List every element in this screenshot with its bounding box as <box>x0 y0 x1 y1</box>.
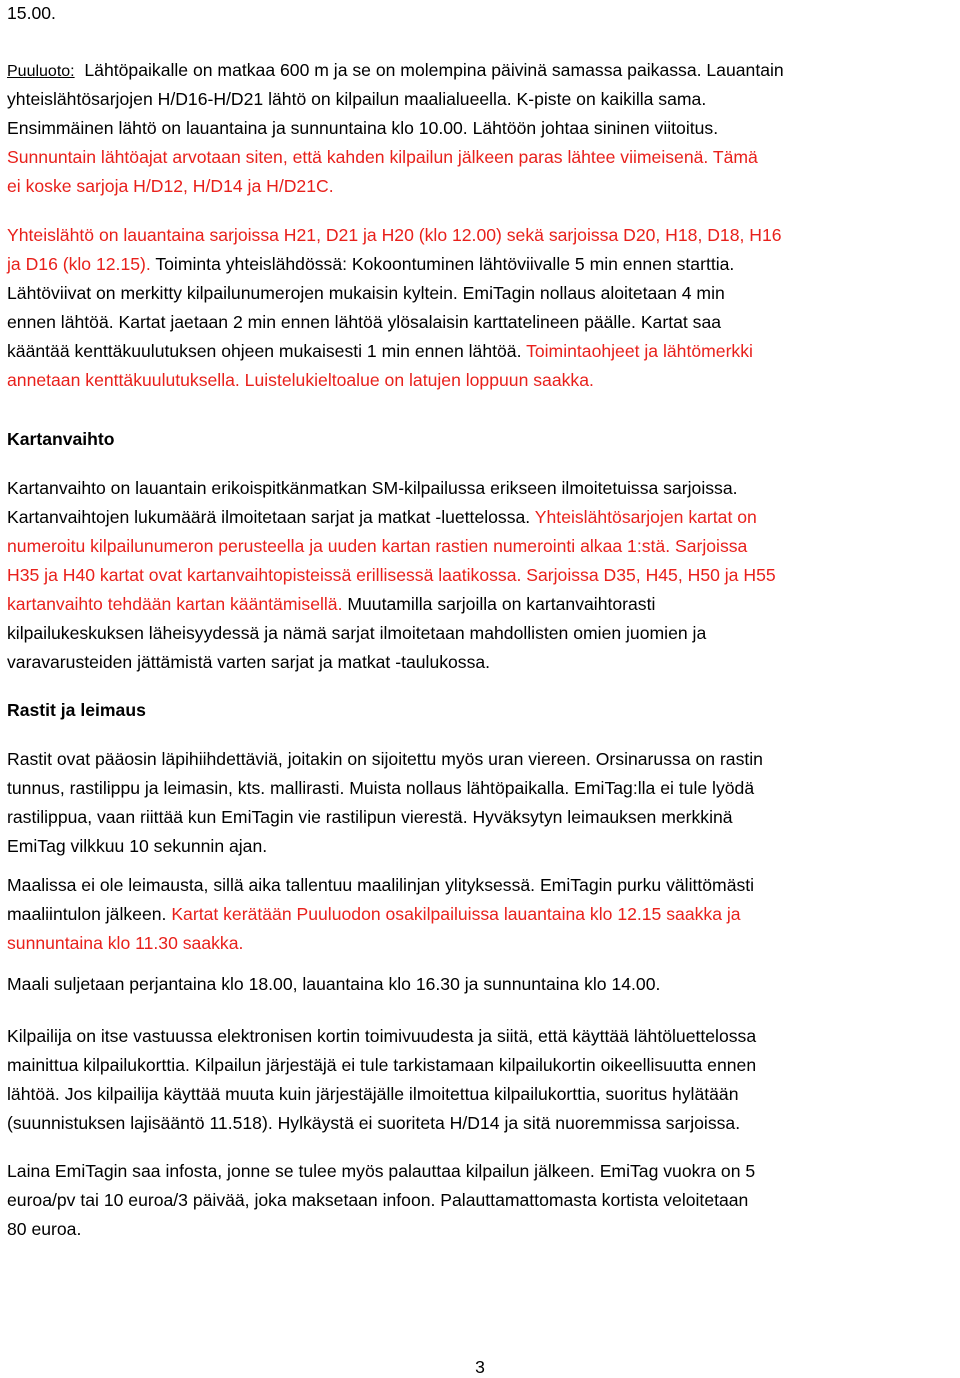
kartanvaihto-line-5: kartanvaihto tehdään kartan kääntämisellä. Muutamilla sarjoilla on kartanvaihtorasti <box>7 594 656 614</box>
rastit-p1-line-1: Rastit ovat pääosin läpihiihdettäviä, joitakin on sijoitettu myös uran viereen. Orsinarussa on rastin <box>7 749 763 769</box>
rastit-p2-line-2: maaliintulon jälkeen. Kartat kerätään Puuluodon osakilpailuissa lauantaina klo 12.15 saakka ja <box>7 904 741 924</box>
kartanvaihto-line-7: varavarusteiden jättämistä varten sarjat ja matkat -taulukossa. <box>7 652 491 672</box>
kartanvaihto-heading: Kartanvaihto <box>7 429 115 449</box>
page-number: 3 <box>475 1357 485 1377</box>
yhteis-line-4: ennen lähtöä. Kartat jaetaan 2 min ennen lähtöä ylösalaisin karttatelineen päälle. Kartat saa <box>7 312 722 332</box>
rastit-p3: Maali suljetaan perjantaina klo 18.00, lauantaina klo 16.30 ja sunnuntaina klo 14.00. <box>7 974 661 994</box>
kartanvaihto-line-2: Kartanvaihtojen lukumäärä ilmoitetaan sarjat ja matkat -luettelossa. Yhteislähtösarjojen kartat on <box>7 507 757 527</box>
time-header: 15.00. <box>7 3 56 23</box>
rastit-p2-line-1: Maalissa ei ole leimausta, sillä aika tallentuu maalilinjan ylityksessä. EmiTagin purku välittömästi <box>7 875 755 895</box>
puuluoto-line-5: ei koske sarjoja H/D12, H/D14 ja H/D21C. <box>7 176 334 196</box>
rastit-p5-line-1: Laina EmiTagin saa infosta, jonne se tulee myös palauttaa kilpailun jälkeen. EmiTag vuokra on 5 <box>7 1161 756 1181</box>
rastit-p2-line-3: sunnuntaina klo 11.30 saakka. <box>7 933 244 953</box>
rastit-p1-line-3: rastilippua, vaan riittää kun EmiTagin vie rastilipun vierestä. Hyväksytyn leimauksen merkkinä <box>7 807 733 827</box>
rastit-p4-line-4: (suunnistuksen lajisääntö 11.518). Hylkäystä ei suoriteta H/D14 ja sitä nuoremmissa sarjoissa. <box>7 1113 741 1133</box>
rastit-p1-line-2: tunnus, rastilippu ja leimasin, kts. mallirasti. Muista nollaus lähtöpaikalla. EmiTag:lla ei tule lyödä <box>7 778 755 798</box>
yhteis-line-2: ja D16 (klo 12.15). Toiminta yhteislähdössä: Kokoontuminen lähtöviivalle 5 min ennen starttia. <box>7 254 735 274</box>
rastit-p5-line-3: 80 euroa. <box>7 1219 82 1239</box>
puuluoto-line-2: yhteislähtösarjojen H/D16-H/D21 lähtö on kilpailun maalialueella. K-piste on kaikilla sama. <box>7 89 707 109</box>
puuluoto-label: Puuluoto: <box>7 63 75 80</box>
rastit-p5-line-2: euroa/pv tai 10 euroa/3 päivää, joka maksetaan infoon. Palauttamattomasta kortista veloitetaan <box>7 1190 749 1210</box>
yhteis-line-6: annetaan kenttäkuulutuksella. Luistelukieltoalue on latujen loppuun saakka. <box>7 370 594 390</box>
kartanvaihto-line-4: H35 ja H40 kartat ovat kartanvaihtopisteissä erillisessä laatikossa. Sarjoissa D35, H45, H50 ja H55 <box>7 565 776 585</box>
puuluoto-line-4: Sunnuntain lähtöajat arvotaan siten, että kahden kilpailun jälkeen paras lähtee viimeisenä. Tämä <box>7 147 758 167</box>
yhteis-line-5: kääntää kenttäkuulutuksen ohjeen mukaisesti 1 min ennen lähtöä. Toimintaohjeet ja lähtömerkki <box>7 341 753 361</box>
kartanvaihto-line-6: kilpailukeskuksen läheisyydessä ja nämä sarjat ilmoitetaan mahdollisten omien juomien ja <box>7 623 707 643</box>
rastit-p1-line-4: EmiTag vilkkuu 10 sekunnin ajan. <box>7 836 268 856</box>
kartanvaihto-line-1: Kartanvaihto on lauantain erikoispitkänmatkan SM-kilpailussa erikseen ilmoitetuissa sarjoissa. <box>7 478 738 498</box>
rastit-p4-line-1: Kilpailija on itse vastuussa elektronisen kortin toimivuudesta ja siitä, että käyttää lähtöluettelossa <box>7 1026 757 1046</box>
puuluoto-line-1: Puuluoto: Lähtöpaikalle on matkaa 600 m ja se on molempina päivinä samassa paikassa. Lauantain <box>7 60 784 80</box>
kartanvaihto-line-3: numeroitu kilpailunumeron perusteella ja uuden kartan rastien numerointi alkaa 1:stä. Sarjoissa <box>7 536 748 556</box>
rastit-heading: Rastit ja leimaus <box>7 700 146 720</box>
yhteis-line-1: Yhteislähtö on lauantaina sarjoissa H21, D21 ja H20 (klo 12.00) sekä sarjoissa D20, H18, D18, H16 <box>7 225 782 245</box>
rastit-p4-line-2: mainittua kilpailukorttia. Kilpailun järjestäjä ei tule tarkistamaan kilpailukortin oikeellisuutta ennen <box>7 1055 757 1075</box>
rastit-p4-line-3: lähtöä. Jos kilpailija käyttää muuta kuin järjestäjälle ilmoitettua kilpailukorttia, suoritus hylätään <box>7 1084 739 1104</box>
puuluoto-line-3: Ensimmäinen lähtö on lauantaina ja sunnuntaina klo 10.00. Lähtöön johtaa sininen viitoitus. <box>7 118 719 138</box>
yhteis-line-3: Lähtöviivat on merkitty kilpailunumerojen mukaisin kyltein. EmiTagin nollaus aloitetaan 4 min <box>7 283 725 303</box>
